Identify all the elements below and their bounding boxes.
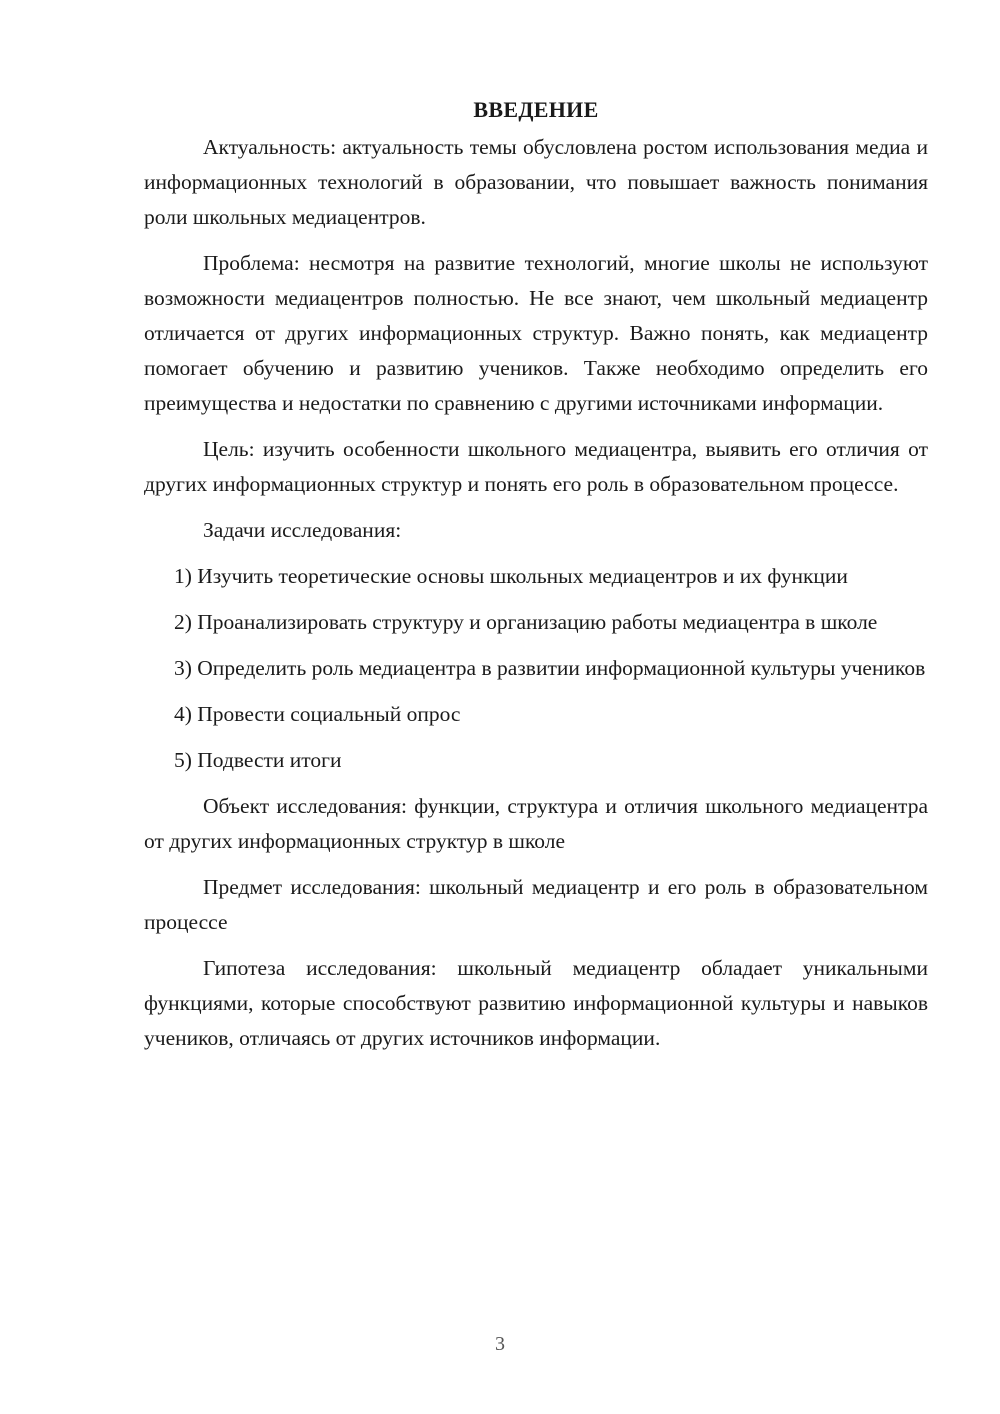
document-page xyxy=(144,92,928,1067)
task-item: 2) Проанализировать структуру и организацию работы медиацентра в школе xyxy=(174,610,878,634)
tasks-heading: Задачи исследования: xyxy=(203,518,402,542)
task-item: 4) Провести социальный опрос xyxy=(174,702,461,726)
page-number: 3 xyxy=(495,1333,505,1355)
relevance-paragraph: Актуальность: актуальность темы обусловлена ростом использования медиа и информационных технологий в образовании, что повышает важность понимания роли школьных медиацентров. xyxy=(144,135,928,229)
subject-paragraph: Предмет исследования: школьный медиацентр и его роль в образовательном процессе xyxy=(144,875,928,934)
hypothesis-paragraph: Гипотеза исследования: школьный медиацентр обладает уникальными функциями, которые способствуют развитию информационной культуры и навыков учеников, отличаясь от других источников информации. xyxy=(144,956,928,1050)
task-item: 1) Изучить теоретические основы школьных медиацентров и их функции xyxy=(174,564,848,588)
task-item: 5) Подвести итоги xyxy=(174,748,342,772)
problem-paragraph: Проблема: несмотря на развитие технологий, многие школы не используют возможности медиацентров полностью. Не все знают, чем школьный медиацентр отличается от других информационных структур. Важно понять, как медиацентр помогает обучению и развитию учеников. Также необходимо определить его преимущества и недостатки по сравнению с другими источниками информации. xyxy=(144,251,928,415)
object-paragraph: Объект исследования: функции, структура и отличия школьного медиацентра от других информационных структур в школе xyxy=(144,794,928,853)
goal-paragraph: Цель: изучить особенности школьного медиацентра, выявить его отличия от других информационных структур и понять его роль в образовательном процессе. xyxy=(144,437,928,496)
task-item: 3) Определить роль медиацентра в развитии информационной культуры учеников xyxy=(174,656,926,680)
page-title: ВВЕДЕНИЕ xyxy=(473,97,599,122)
